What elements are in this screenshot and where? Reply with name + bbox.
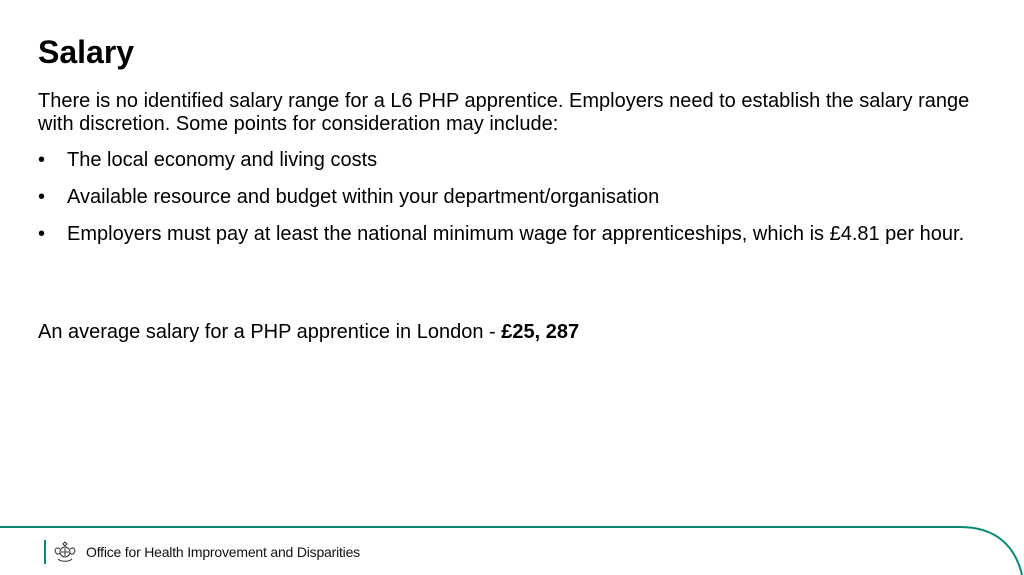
footer-branding [44, 540, 360, 564]
salary-prefix: An average salary for a PHP apprentice in London - [38, 321, 502, 343]
list-item [38, 223, 988, 246]
consideration-list [38, 149, 988, 260]
intro-paragraph: There is no identified salary range for a L6 PHP apprentice. Employers need to establish the salary range with discretion. Some points for consideration may include: [38, 90, 970, 135]
brand-divider [44, 540, 46, 564]
bullet-icon: • [38, 223, 46, 245]
list-item [38, 149, 988, 172]
organisation-name: Office for Health Improvement and Disparities [86, 544, 360, 560]
list-item [38, 186, 988, 209]
list-item-text: Available resource and budget within your department/organisation [67, 186, 660, 208]
salary-value: £25, 287 [501, 321, 580, 343]
average-salary-statement [38, 321, 579, 344]
royal-crest-icon [52, 540, 78, 564]
list-item-text: Employers must pay at least the national minimum wage for apprenticeships, which is £4.81 per hour. [67, 223, 965, 245]
bullet-icon: • [38, 186, 46, 208]
list-item-text: The local economy and living costs [67, 149, 378, 171]
bullet-icon: • [38, 149, 46, 171]
slide-title: Salary [38, 34, 135, 70]
